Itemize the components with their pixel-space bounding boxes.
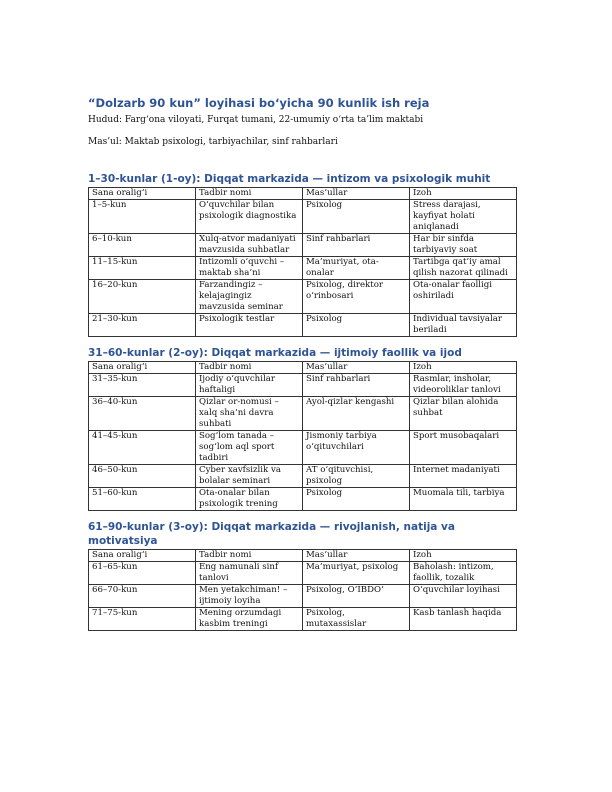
table-cell: Qizlar or-nomusi – xalq sha’ni davra suhbati bbox=[196, 397, 303, 431]
table-cell: Har bir sinfda tarbiyaviy soat bbox=[410, 234, 517, 257]
plan-section bbox=[88, 346, 516, 511]
table-cell: 66–70-kun bbox=[89, 585, 196, 608]
table-cell: 21–30-kun bbox=[89, 314, 196, 337]
region-line: Hudud: Farg‘ona viloyati, Furqat tumani, 22-umumiy o‘rta ta’lim maktabi bbox=[88, 115, 424, 125]
table-cell: Muomala tili, tarbiya bbox=[410, 488, 517, 511]
table-cell: Cyber xavfsizlik va bolalar seminari bbox=[196, 465, 303, 488]
column-header: Tadbir nomi bbox=[196, 550, 303, 562]
table-cell: 41–45-kun bbox=[89, 431, 196, 465]
table-row bbox=[89, 314, 517, 337]
table-cell: Rasmlar, insholar, videoroliklar tanlovi bbox=[410, 374, 517, 397]
table-cell: Sport musobaqalari bbox=[410, 431, 517, 465]
table-cell: 1–5-kun bbox=[89, 200, 196, 234]
table-cell: Intizomli o‘quvchi – maktab sha’ni bbox=[196, 257, 303, 280]
section-title: 1–30-kunlar (1-oy): Diqqat markazida — intizom va psixologik muhit bbox=[88, 173, 491, 185]
table-cell: Internet madaniyati bbox=[410, 465, 517, 488]
column-header: Mas’ullar bbox=[303, 188, 410, 200]
column-header: Tadbir nomi bbox=[196, 188, 303, 200]
column-header: Mas’ullar bbox=[303, 550, 410, 562]
table-cell: Individual tavsiyalar beriladi bbox=[410, 314, 517, 337]
table-row bbox=[89, 200, 517, 234]
table-cell: Ma’muriyat, ota-onalar bbox=[303, 257, 410, 280]
table-cell: Psixolog, mutaxassislar bbox=[303, 608, 410, 631]
table-row bbox=[89, 488, 517, 511]
table-cell: Farzandingiz – kelajagingiz mavzusida seminar bbox=[196, 280, 303, 314]
table-row bbox=[89, 431, 517, 465]
table-cell: Ota-onalar bilan psixologik trening bbox=[196, 488, 303, 511]
table-row bbox=[89, 257, 517, 280]
table-row bbox=[89, 397, 517, 431]
table-cell: Psixolog bbox=[303, 488, 410, 511]
column-header: Izoh bbox=[410, 188, 517, 200]
plan-table bbox=[88, 361, 517, 511]
table-cell: 51–60-kun bbox=[89, 488, 196, 511]
column-header: Mas’ullar bbox=[303, 362, 410, 374]
table-cell: 71–75-kun bbox=[89, 608, 196, 631]
column-header: Tadbir nomi bbox=[196, 362, 303, 374]
plan-section bbox=[88, 172, 516, 337]
document-page bbox=[88, 96, 516, 640]
table-cell: Ayol-qizlar kengashi bbox=[303, 397, 410, 431]
table-cell: 36–40-kun bbox=[89, 397, 196, 431]
section-title: 31–60-kunlar (2-oy): Diqqat markazida — ijtimoiy faollik va ijod bbox=[88, 347, 462, 359]
table-cell: Ota-onalar faolligi oshiriladi bbox=[410, 280, 517, 314]
table-cell: 11–15-kun bbox=[89, 257, 196, 280]
table-row bbox=[89, 234, 517, 257]
table-cell: Qizlar bilan alohida suhbat bbox=[410, 397, 517, 431]
plan-sections bbox=[88, 172, 516, 631]
table-row bbox=[89, 562, 517, 585]
table-cell: 6–10-kun bbox=[89, 234, 196, 257]
table-cell: Mening orzumdagi kasbim treningi bbox=[196, 608, 303, 631]
table-row bbox=[89, 585, 517, 608]
table-row bbox=[89, 280, 517, 314]
table-cell: Psixolog bbox=[303, 314, 410, 337]
section-title: 61–90-kunlar (3-oy): Diqqat markazida — rivojlanish, natija va motivatsiya bbox=[88, 521, 455, 547]
plan-table bbox=[88, 187, 517, 337]
column-header: Sana oralig‘i bbox=[89, 362, 196, 374]
table-header-row bbox=[89, 362, 517, 374]
table-cell: 31–35-kun bbox=[89, 374, 196, 397]
table-cell: Jismoniy tarbiya o‘qituvchilari bbox=[303, 431, 410, 465]
table-cell: Tartibga qat’iy amal qilish nazorat qilinadi bbox=[410, 257, 517, 280]
table-cell: Psixolog bbox=[303, 200, 410, 234]
table-cell: AT o‘qituvchisi, psixolog bbox=[303, 465, 410, 488]
table-cell: Stress darajasi, kayfiyat holati aniqlanadi bbox=[410, 200, 517, 234]
table-header-row bbox=[89, 188, 517, 200]
table-row bbox=[89, 374, 517, 397]
plan-section bbox=[88, 520, 516, 631]
table-cell: Psixolog, O‘IBDO‘ bbox=[303, 585, 410, 608]
table-cell: 61–65-kun bbox=[89, 562, 196, 585]
table-cell: 16–20-kun bbox=[89, 280, 196, 314]
column-header: Izoh bbox=[410, 362, 517, 374]
column-header: Sana oralig‘i bbox=[89, 550, 196, 562]
table-cell: O‘quvchilar bilan psixologik diagnostika bbox=[196, 200, 303, 234]
table-cell: Sinf rahbarlari bbox=[303, 374, 410, 397]
table-cell: Sinf rahbarlari bbox=[303, 234, 410, 257]
column-header: Sana oralig‘i bbox=[89, 188, 196, 200]
document-title: “Dolzarb 90 kun” loyihasi bo‘yicha 90 kunlik ish reja bbox=[88, 96, 430, 110]
table-row bbox=[89, 608, 517, 631]
table-cell: Sog‘lom tanada – sog‘lom aql sport tadbiri bbox=[196, 431, 303, 465]
table-cell: 46–50-kun bbox=[89, 465, 196, 488]
plan-table bbox=[88, 549, 517, 631]
table-cell: Men yetakchiman! – ijtimoiy loyiha bbox=[196, 585, 303, 608]
table-cell: Baholash: intizom, faollik, tozalik bbox=[410, 562, 517, 585]
table-cell: Ma’muriyat, psixolog bbox=[303, 562, 410, 585]
table-cell: O‘quvchilar loyihasi bbox=[410, 585, 517, 608]
table-cell: Kasb tanlash haqida bbox=[410, 608, 517, 631]
column-header: Izoh bbox=[410, 550, 517, 562]
table-cell: Xulq-atvor madaniyati mavzusida suhbatlar bbox=[196, 234, 303, 257]
table-cell: Psixolog, direktor o‘rinbosari bbox=[303, 280, 410, 314]
table-cell: Eng namunali sinf tanlovi bbox=[196, 562, 303, 585]
table-cell: Psixologik testlar bbox=[196, 314, 303, 337]
responsible-line: Mas’ul: Maktab psixologi, tarbiyachilar, sinf rahbarlari bbox=[88, 137, 338, 147]
table-header-row bbox=[89, 550, 517, 562]
table-row bbox=[89, 465, 517, 488]
table-cell: Ijodiy o‘quvchilar haftaligi bbox=[196, 374, 303, 397]
